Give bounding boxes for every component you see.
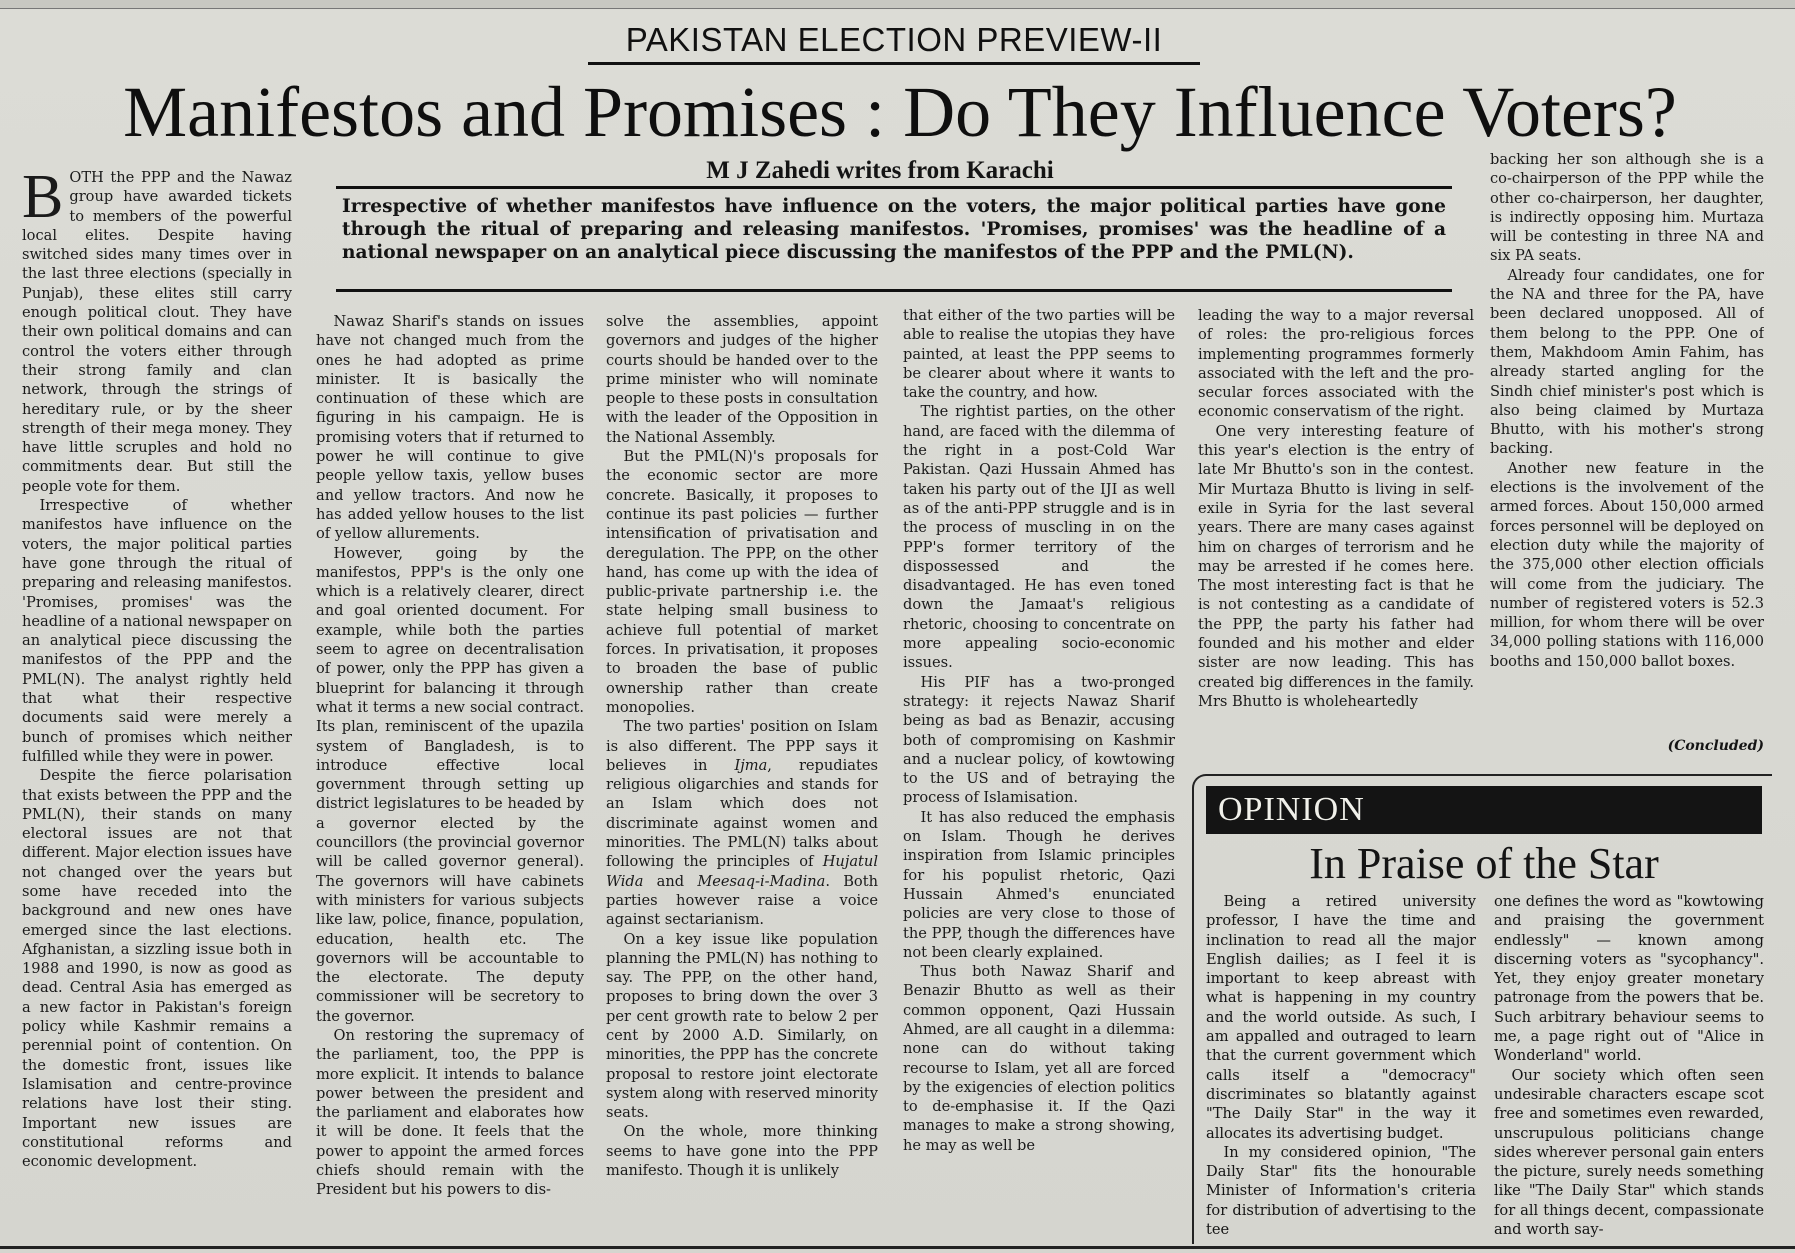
article-column-5 <box>1198 306 1474 755</box>
headline: Manifestos and Promises : Do They Influence Voters? <box>123 72 1677 152</box>
paragraph: Nawaz Sharif's stands on issues have not changed much from the ones he had adopted as prime minister. It is basically the continuation of these which are figuring in his campaign. He is promising voters that if returned to power he will continue to give people yellow taxis, yellow buses and yellow tractors. And now he has added yellow houses to the list of yellow allurements. <box>316 313 584 543</box>
opinion-column-2 <box>1494 892 1764 1250</box>
italic-term: Hujatul Wida <box>606 853 878 890</box>
standfirst: Irrespective of whether manifestos have influence on the voters, the major political parties have gone through the ritual of preparing and releasing manifestos. 'Promises, promises' was the headline of a national newspaper on an analytical piece discussing the manifestos of the PPP and the PML(N). <box>336 186 1452 292</box>
opinion-tag: OPINION <box>1206 786 1762 834</box>
italic-term: Meesaq-i-Madina <box>697 872 826 890</box>
concluded-note: (Concluded) <box>1667 738 1764 754</box>
paragraph: On the whole, more thinking seems to have gone into the PPP manifesto. Though it is unlikely <box>606 1123 878 1180</box>
byline: M J Zahedi writes from Karachi <box>706 157 1054 184</box>
paragraph: One very interesting feature of this year's election is the entry of late Mr Bhutto's son in the contest. Mir Murtaza Bhutto is living in self-exile in Syria for the last several years. There are many cases against him on charges of terrorism and he may be arrested if he comes here. The most interesting fact is that he is not contesting as a candidate of the PPP, the party his father had founded and his mother and elder sister are now leading. This has created big differences in the family. Mrs Bhutto is wholeheartedly <box>1198 422 1474 710</box>
bottom-rule <box>0 1246 1795 1249</box>
paragraph: But the PML(N)'s proposals for the economic sector are more concrete. Basically, it proposes to continue its past policies — further intensification of privatisation and deregulation. The PPP, on the other hand, has come up with the idea of public-private partnership i.e. the state helping small business to achieve full potential of market forces. In privatisation, it proposes to broaden the base of public ownership rather than create monopolies. <box>606 448 878 716</box>
article-column-1 <box>22 168 292 1243</box>
article-column-3 <box>606 312 878 1243</box>
text-run: . Both parties however raise a voice against sectarianism. <box>606 872 878 929</box>
opinion-title: In Praise of the Star <box>1309 839 1659 888</box>
paragraph: leading the way to a major reversal of roles: the pro-religious forces implementing programmes formerly associated with the left and the pro-secular forces associated with the economic conservatism of the right. <box>1198 307 1474 421</box>
article-column-4 <box>903 306 1175 1243</box>
paragraph: It has also reduced the emphasis on Islam. Though he derives inspiration from Islamic principles for his populist rhetoric, Qazi Hussain Ahmed's enunciated policies are very close to those of the PPP, though the differences have not been clearly explained. <box>903 808 1175 961</box>
italic-term: Ijma <box>734 756 768 774</box>
paragraph: His PIF has a two-pronged strategy: it rejects Nawaz Sharif being as bad as Benazir, accusing both of compromising on Kashmir and a nuclear policy, of kowtowing to the US and of betraying the process of Islamisation. <box>903 673 1175 807</box>
paragraph: backing her son although she is a co-chairperson of the PPP while the other co-chairperson, her daughter, is indirectly opposing him. Murtaza will be contesting in three NA and six PA seats. <box>1490 151 1764 265</box>
paragraph: that either of the two parties will be able to realise the utopias they have painted, at least the PPP seems to be clearer about where it wants to take the country, and how. <box>903 307 1175 402</box>
paragraph: Thus both Nawaz Sharif and Benazir Bhutto as well as their common opponent, Qazi Hussain Ahmed, are all caught in a dilemma: none can do without taking recourse to Islam, yet all are forced by the exigencies of election politics to de-emphasise it. If the Qazi manages to make a strong showing, he may as well be <box>903 963 1175 1154</box>
paragraph: Irrespective of whether manifestos have influence on the voters, the major political parties have gone through the ritual of preparing and releasing manifestos. 'Promises, promises' was the headline of a national newspaper on an analytical piece discussing the manifestos of the PPP and the PML(N). The analyst rightly held that what their respective documents said were merely a bunch of promises which neither fulfilled while they were in power. <box>22 497 292 765</box>
article-column-6 <box>1490 150 1764 755</box>
text-run: , repudiates religious oligarchies and stands for an Islam which does not discriminate against women and minorities. The PML(N) talks about following the principles of <box>606 756 878 871</box>
section-kicker: PAKISTAN ELECTION PREVIEW-II <box>588 18 1200 65</box>
paragraph: Already four candidates, one for the NA and three for the PA, have been declared unopposed. All of them belong to the PPP. One of them, Makhdoom Amin Fahim, has already started angling for the Sindh chief minister's post which is also being claimed by Murtaza Bhutto, with his mother's strong backing. <box>1490 266 1764 458</box>
paragraph: The rightist parties, on the other hand, are faced with the dilemma of the right in a post-Cold War Pakistan. Qazi Hussain Ahmed has taken his party out of the IJI as well as of the anti-PPP struggle and is in the process of muscling in on the PPP's former territory of the dispossessed and the disadvantaged. He has even toned down the Jamaat's religious rhetoric, choosing to concentrate on more appealing socio-economic issues. <box>903 403 1175 672</box>
paragraph: On a key issue like population planning the PML(N) has nothing to say. The PPP, on the other hand, proposes to bring down the over 3 per cent growth rate to below 2 per cent by 2000 A.D. Similarly, on minorities, the PPP has the concrete proposal to restore joint electorate system along with reserved minority seats. <box>606 930 878 1122</box>
paragraph: OTH the PPP and the Nawaz group have awarded tickets to members of the powerful local elites. Despite having switched sides many times over in the last three elections (specially in Punjab), these elites still carry enough political clout. They have their own political domains and can control the voters either through their strong family and clan network, through the strings of hereditary rule, or by the sheer strength of their mega money. They have little scruples and hold no commitments dear. But still the people vote for them. <box>22 169 292 495</box>
paragraph: Our society which often seen undesirable characters escape scot free and sometimes even rewarded, unscrupulous politicians change sides wherever personal gain enters the picture, surely needs something like "The Daily Star" which stands for all things decent, compassionate and worth say- <box>1494 1066 1764 1239</box>
paragraph <box>606 717 878 929</box>
paragraph: solve the assemblies, appoint governors and judges of the higher courts should be handed over to the prime minister who will nominate people to these posts in consultation with the leader of the Opposition in the National Assembly. <box>606 313 878 446</box>
article-column-2 <box>316 312 584 1243</box>
paragraph: one defines the word as "kowtowing and praising the government endlessly" — known among discerning voters as "sycophancy". Yet, they enjoy greater monetary patronage from the powers that be. Such arbitrary behaviour seems to me, a page right out of "Alice in Wonderland" world. <box>1494 893 1764 1065</box>
paragraph: Despite the fierce polarisation that exists between the PPP and the PML(N), their stands on many electoral issues are not that different. Major election issues have not changed over the years but some have receded into the background and new ones have emerged since the last elections. Afghanistan, a sizzling issue both in 1988 and 1990, is now as good as dead. Central Asia has emerged as a new factor in Pakistan's foreign policy while Kashmir remains a perennial point of contention. On the domestic front, issues like Islamisation and centre-province relations have lost their sting. Important new issues are constitutional reforms and economic development. <box>22 767 292 1171</box>
text-run: and <box>643 872 698 890</box>
paragraph: Another new feature in the elections is the involvement of the armed forces. About 150,000 armed forces personnel will be deployed on election duty while the majority of the 375,000 other election officials will come from the judiciary. The number of registered voters is 52.3 million, for whom there will be over 34,000 polling stations with 116,000 booths and 150,000 ballot boxes. <box>1490 459 1764 670</box>
text-run: The two parties' position on Islam is also different. The PPP says it believes in <box>606 718 878 774</box>
opinion-column-1 <box>1206 892 1476 1250</box>
drop-cap: B <box>22 168 64 231</box>
paragraph: Being a retired university professor, I have the time and inclination to read all the major English dailies; as I feel it is important to keep abreast with what is happening in my country and the world outside. As such, I am appalled and outraged to learn that the current government which calls itself a "democracy" discriminates so blatantly against "The Daily Star" in the way it allocates its advertising budget. <box>1206 893 1476 1142</box>
paragraph: However, going by the manifestos, PPP's is the only one which is a relatively clearer, direct and goal oriented document. For example, while both the parties seem to agree on decentralisation of power, only the PPP has given a blueprint for balancing it through what it terms a new social contract. Its plan, reminiscent of the upazila system of Bangladesh, is to introduce effective local government through setting up district legislatures to be headed by a governor elected by the councillors (the provincial governor will be called governor general). The governors will have cabinets with ministers for various subjects like law, police, finance, population, education, health etc. The governors will be accountable to the electorate. The deputy commissioner will be secretory to the governor. <box>316 544 584 1025</box>
top-cut-edge <box>0 0 1795 9</box>
paragraph: On restoring the supremacy of the parliament, too, the PPP is more explicit. It intends to balance power between the president and the parliament and elaborates how it will be done. It feels that the power to appoint the armed forces chiefs should remain with the President but his powers to dis- <box>316 1026 584 1199</box>
paragraph: In my considered opinion, "The Daily Star" fits the honourable Minister of Information's criteria for distribution of advertising to the tee <box>1206 1143 1476 1239</box>
